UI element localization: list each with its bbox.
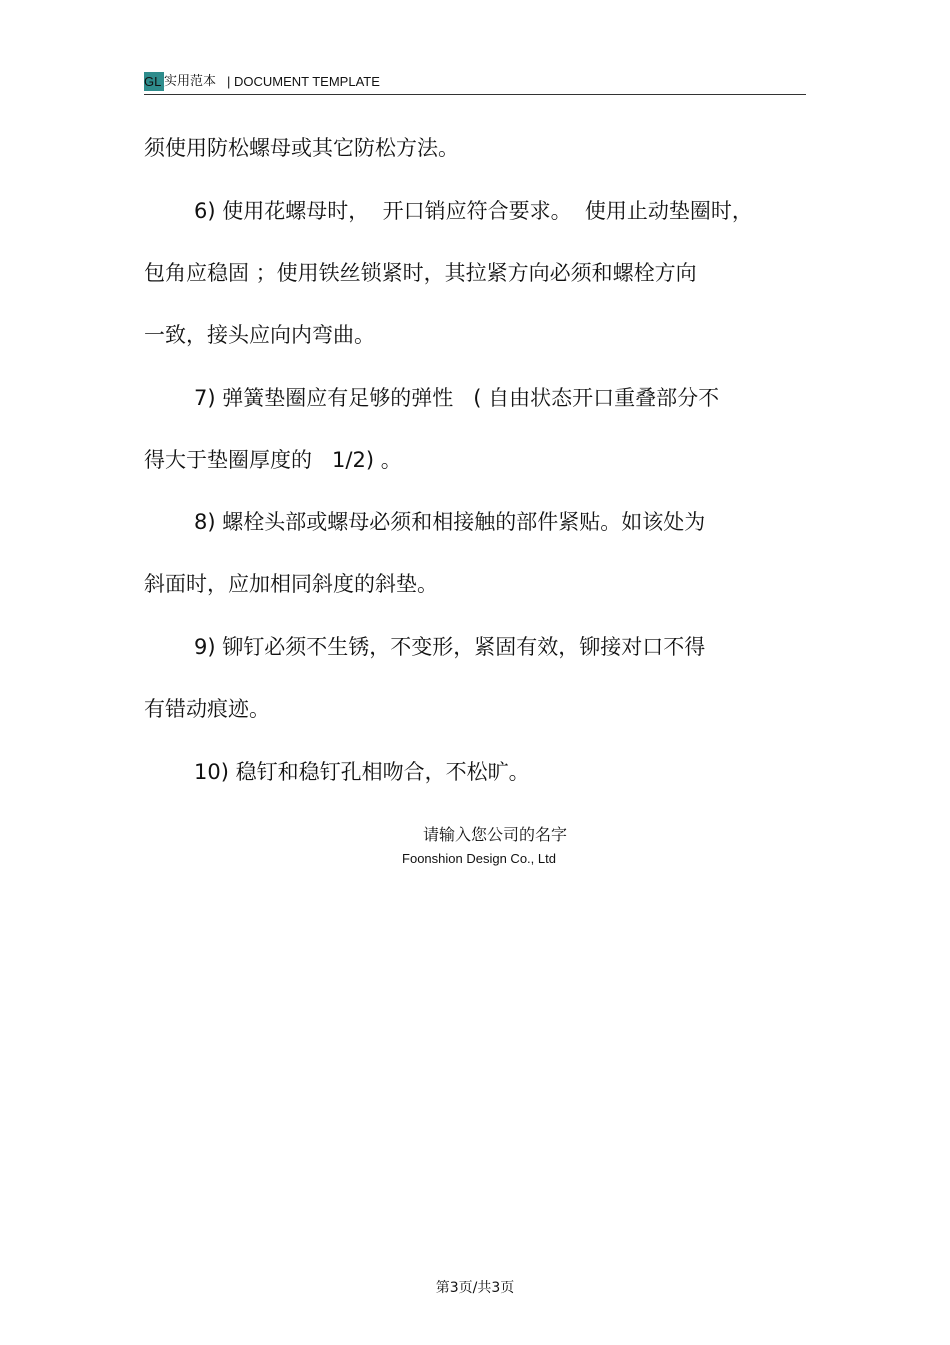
body-line: 7) 弹簧垫圈应有足够的弹性 ( 自由状态开口重叠部分不 xyxy=(194,386,720,410)
header-title-cn: 实用范本 xyxy=(164,74,217,89)
header-title-en: | DOCUMENT TEMPLATE xyxy=(227,74,380,89)
body-line: 斜面时，应加相同斜度的斜垫。 xyxy=(144,572,438,596)
page-header xyxy=(144,70,806,95)
body-line: 有错动痕迹。 xyxy=(144,697,270,721)
body-line: 6) 使用花螺母时， 开口销应符合要求。 使用止动垫圈时， xyxy=(194,199,753,223)
body-line: 10) 稳钉和稳钉孔相吻合，不松旷。 xyxy=(194,760,530,784)
company-name-cn: 请输入您公司的名字 xyxy=(422,825,567,844)
body-line: 一致，接头应向内弯曲。 xyxy=(144,323,375,347)
body-line: 包角应稳固 ；使用铁丝锁紧时，其拉紧方向必须和螺栓方向 xyxy=(144,261,697,285)
body-line: 得大于垫圈厚度的 1/2) 。 xyxy=(144,448,402,472)
page-number: 第3页/共3页 xyxy=(435,1280,515,1296)
logo-text: GL xyxy=(144,74,162,89)
company-name-en: Foonshion Design Co., Ltd xyxy=(402,851,556,866)
body-line: 8) 螺栓头部或螺母必须和相接触的部件紧贴。如该处为 xyxy=(194,510,706,534)
body-line: 9) 铆钉必须不生锈，不变形，紧固有效，铆接对口不得 xyxy=(194,635,706,659)
body-line: 须使用防松螺母或其它防松方法。 xyxy=(144,136,459,160)
